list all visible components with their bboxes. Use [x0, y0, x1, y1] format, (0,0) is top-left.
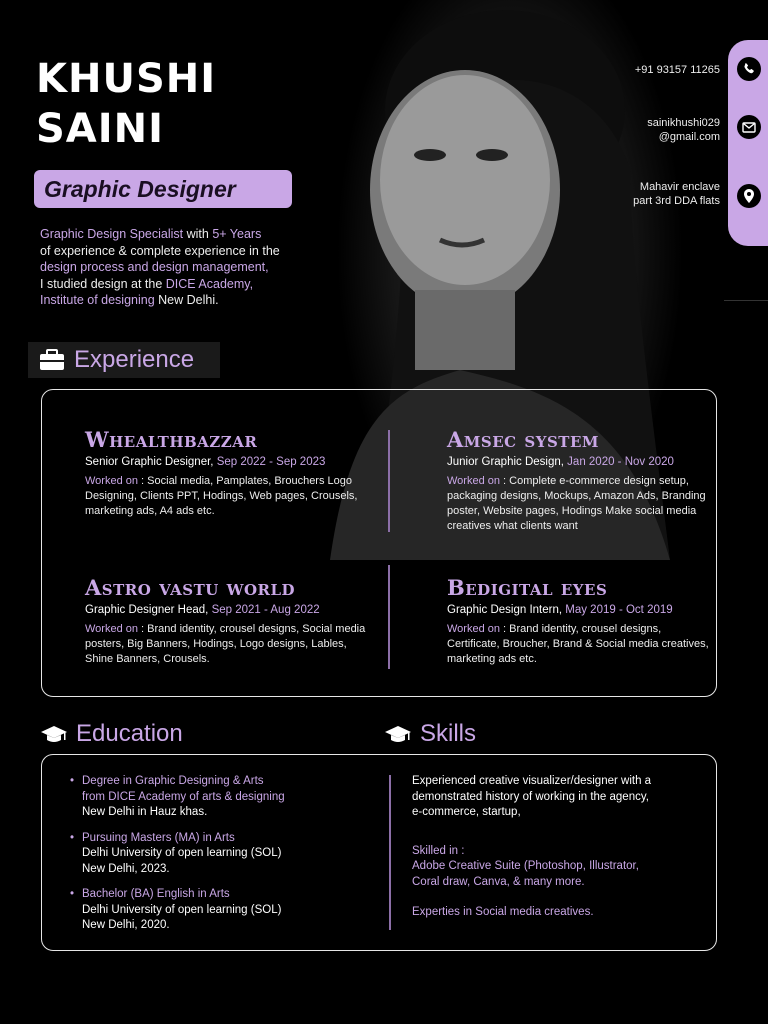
- place: New Delhi in Hauz khas.: [82, 806, 208, 818]
- phone-icon: [737, 57, 761, 81]
- worked-label: Worked on: [447, 623, 500, 635]
- job-dates: Jan 2020 - Nov 2020: [567, 456, 674, 468]
- list-item: [70, 831, 370, 878]
- mail-icon: [737, 115, 761, 139]
- place: New Delhi, 2023.: [82, 862, 170, 875]
- company-name: Whealthbazzar: [85, 427, 258, 452]
- graduation-cap-icon: [384, 723, 412, 745]
- job-description: : Brand identity, crousel designs, Social media posters, Big Banners, Hodings, Logo designs, Lables, Shine Banners, Crousels.: [85, 623, 366, 665]
- experience-title: Experience: [74, 346, 195, 373]
- job-dates: Sep 2022 - Sep 2023: [216, 456, 326, 468]
- company-name: Amsec system: [447, 427, 599, 452]
- briefcase-icon: [38, 349, 66, 371]
- divider: [388, 565, 390, 669]
- place: New Delhi, 2020.: [82, 919, 170, 931]
- email-address[interactable]: [647, 116, 720, 144]
- name-line2: SAINI: [36, 106, 165, 152]
- summary-text: New Delhi.: [154, 293, 219, 307]
- skills-content: [412, 774, 702, 921]
- education-title: Education: [76, 720, 183, 747]
- location-pin-icon: [737, 184, 761, 208]
- summary-text: of experience & complete experience in the: [40, 243, 280, 258]
- institution: Delhi University of open learning (SOL): [82, 903, 282, 916]
- email-line2: @gmail.com: [658, 131, 720, 143]
- institution: from DICE Academy of arts & designing: [82, 790, 285, 803]
- summary-highlight: Graphic Design Specialist: [40, 227, 184, 241]
- job-entry: [85, 576, 375, 667]
- person-name: [36, 54, 216, 154]
- company-name: Astro vastu world: [85, 575, 296, 600]
- skills-heading: [384, 720, 476, 748]
- summary-highlight: Institute of designing: [40, 293, 155, 307]
- address: [633, 180, 720, 208]
- degree: • Bachelor (BA) English in Arts: [82, 888, 230, 900]
- skilled-text: Adobe Creative Suite (Photoshop, Illustrator,: [412, 860, 639, 872]
- worked-label: Worked on: [85, 623, 138, 635]
- job-description: : Brand identity, crousel designs, Certificate, Broucher, Brand & Social media creatives, marketing ads etc.: [447, 623, 709, 665]
- education-heading: [40, 720, 183, 748]
- job-title: Senior Graphic Designer,: [85, 456, 217, 468]
- graduation-cap-icon: [40, 723, 68, 745]
- job-title: Graphic Designer Head,: [85, 604, 212, 616]
- job-title: Junior Graphic Design,: [447, 456, 568, 468]
- divider: [724, 300, 768, 301]
- job-dates: Sep 2021 - Aug 2022: [211, 604, 320, 616]
- name-line1: KHUSHI: [36, 56, 217, 102]
- job-dates: May 2019 - Oct 2019: [565, 604, 673, 616]
- company-name: Bedigital eyes: [447, 575, 608, 600]
- summary-highlight: 5+ Years: [212, 227, 262, 241]
- address-line2: part 3rd DDA flats: [633, 195, 720, 207]
- address-line1: Mahavir enclave: [639, 181, 720, 193]
- skilled-label: Skilled in :: [412, 844, 465, 857]
- job-description: : Social media, Pamplates, Brouchers Logo Designing, Clients PPT, Hodings, Web pages, Crousels, marketing ads, A4 ads etc.: [85, 475, 358, 517]
- job-entry: [85, 428, 375, 519]
- skills-intro: demonstrated history of working in the agency,: [412, 790, 649, 803]
- degree: • Pursuing Masters (MA) in Arts: [82, 831, 235, 844]
- summary-text: with: [183, 227, 213, 241]
- list-item: [70, 774, 370, 821]
- divider: [389, 775, 391, 930]
- phone-number[interactable]: +91 93157 11265: [634, 64, 720, 76]
- skills-intro: Experienced creative visualizer/designer with a: [412, 775, 652, 787]
- summary-highlight: DICE Academy,: [165, 276, 254, 291]
- email-line1: sainikhushi029: [647, 117, 720, 129]
- degree: • Degree in Graphic Designing & Arts: [82, 775, 264, 787]
- summary-highlight: design process and design management,: [40, 260, 269, 274]
- summary-paragraph: [40, 226, 330, 309]
- institution: Delhi University of open learning (SOL): [82, 847, 282, 859]
- skills-intro: e-commerce, startup,: [412, 806, 521, 818]
- job-title: Graphic Design Intern,: [447, 604, 566, 616]
- skills-title: Skills: [420, 720, 477, 747]
- expertise-text: Experties in Social media creatives.: [412, 906, 594, 918]
- role-badge: Graphic Designer: [34, 170, 292, 208]
- job-entry: [447, 576, 709, 667]
- divider: [388, 430, 390, 532]
- worked-label: Worked on: [85, 475, 138, 487]
- job-entry: [447, 428, 709, 534]
- worked-label: Worked on: [447, 475, 500, 487]
- list-item: [70, 887, 370, 934]
- experience-heading: [28, 342, 220, 378]
- skilled-text: Coral draw, Canva, & many more.: [412, 875, 585, 888]
- job-description: : Complete e-commerce design setup, packaging designs, Mockups, Amazon Ads, Branding poster, Website pages, Hodings Make social media creatives what clients want: [447, 475, 706, 532]
- summary-text: I studied design at the: [40, 276, 166, 291]
- education-list: [70, 774, 370, 944]
